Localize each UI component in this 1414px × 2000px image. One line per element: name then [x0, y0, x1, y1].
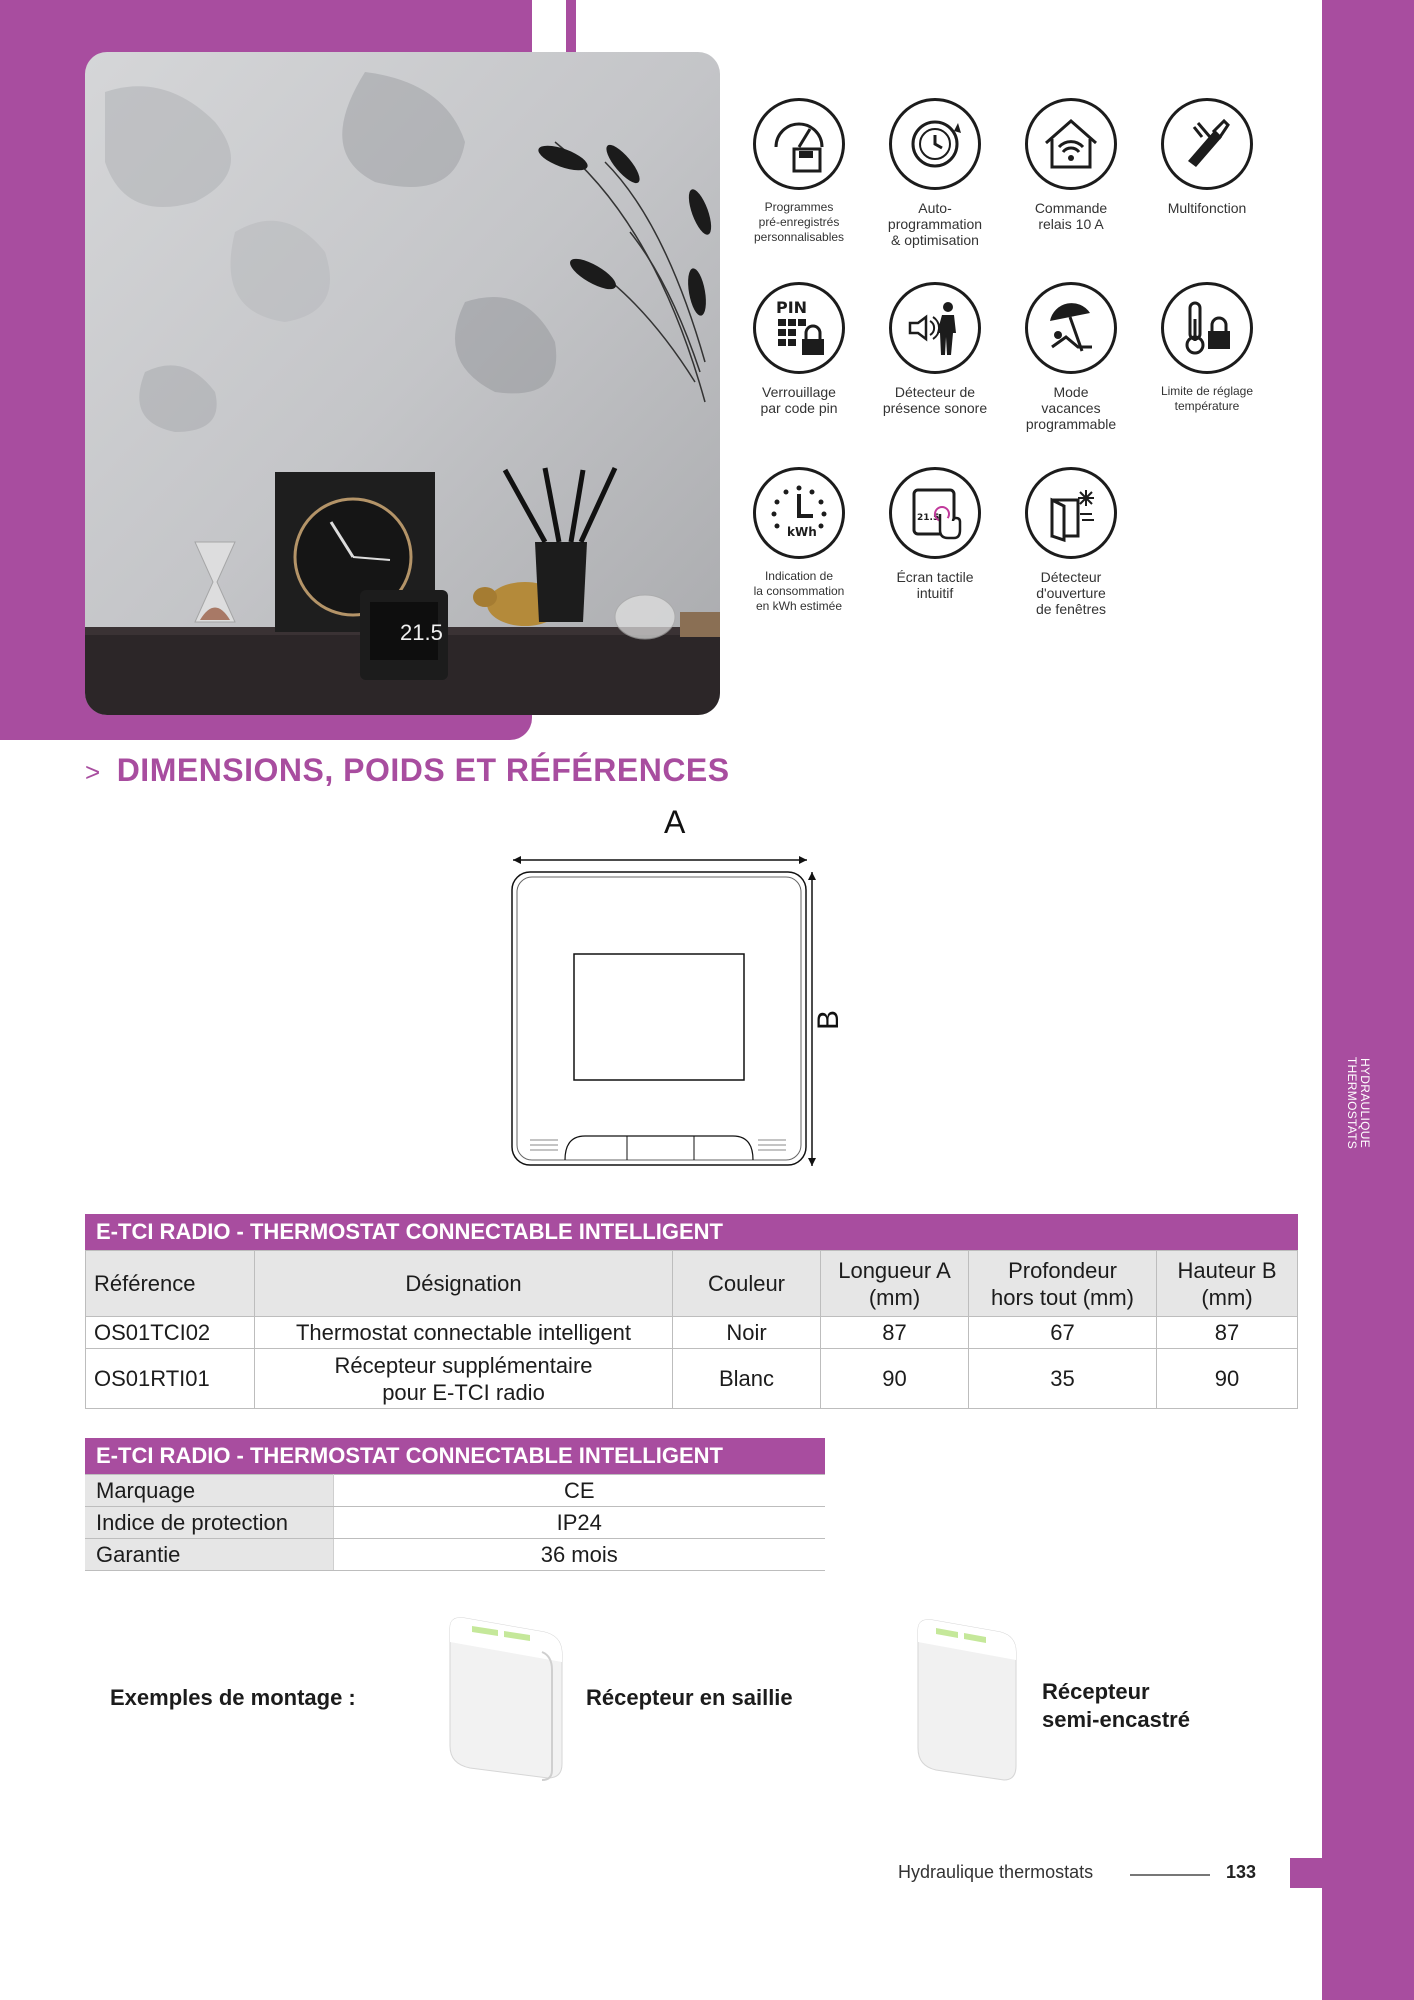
feature-holiday-mode — [1006, 282, 1136, 432]
spec-label: Marquage — [85, 1475, 333, 1507]
column-header: Hauteur B (mm) — [1157, 1251, 1298, 1317]
feature-preset-programs — [734, 98, 864, 245]
table-row — [85, 1507, 825, 1539]
spec-value: CE — [333, 1475, 825, 1507]
spec-label: Indice de protection — [85, 1507, 333, 1539]
feature-sound-presence — [870, 282, 1000, 416]
feature-caption: Indication de la consommation en kWh estimée — [753, 569, 845, 613]
column-header: Couleur — [673, 1251, 821, 1317]
feature-caption: Auto- programmation & optimisation — [887, 200, 983, 248]
feature-caption: Programmes pré-enregistrés personnalisables — [753, 200, 845, 244]
footer-section-name: Hydraulique thermostats — [898, 1862, 1094, 1882]
feature-caption: Verrouillage par code pin — [760, 384, 838, 416]
feature-caption: Détecteur d'ouverture de fenêtres — [1035, 569, 1107, 617]
feature-caption: Multifonction — [1167, 200, 1247, 216]
feature-caption: Limite de réglage température — [1160, 384, 1254, 413]
kwh-clock-icon — [753, 467, 845, 559]
house-wifi-icon — [1025, 98, 1117, 190]
feature-multifunction — [1142, 98, 1272, 216]
photo-display-temperature: 21.5 — [400, 620, 443, 645]
chevron-right-icon: > — [85, 757, 101, 787]
pin-icon-text: PIN — [776, 298, 808, 317]
main-table-title: E-TCI RADIO - THERMOSTAT CONNECTABLE INTELLIGENT — [85, 1214, 1298, 1250]
table-cell: OS01TCI02 — [86, 1317, 255, 1349]
pin-lock-icon — [753, 282, 845, 374]
column-header: Référence — [86, 1251, 255, 1317]
clock-refresh-icon — [889, 98, 981, 190]
product-photo — [85, 52, 720, 715]
thermometer-lock-icon — [1161, 282, 1253, 374]
multitool-icon — [1161, 98, 1253, 190]
sound-presence-icon — [889, 282, 981, 374]
top-purple-strip — [566, 0, 576, 52]
semi-flush-receiver-label: Récepteur semi-encastré — [1042, 1679, 1190, 1732]
feature-auto-programming — [870, 98, 1000, 248]
column-header: Longueur A (mm) — [821, 1251, 969, 1317]
table-cell: Noir — [673, 1317, 821, 1349]
table-header-row — [86, 1251, 1298, 1317]
mounting-examples-label: Exemples de montage : — [110, 1685, 356, 1710]
spec-label: Garantie — [85, 1539, 333, 1571]
table-cell: OS01RTI01 — [86, 1349, 255, 1409]
section-title — [85, 752, 730, 789]
surface-receiver-label: Récepteur en saillie — [586, 1685, 793, 1710]
table-row — [85, 1539, 825, 1571]
beach-umbrella-icon — [1025, 282, 1117, 374]
column-header: Profondeur hors tout (mm) — [969, 1251, 1157, 1317]
table-cell: Récepteur supplémentaire pour E-TCI radio — [255, 1349, 673, 1409]
table-row — [86, 1317, 1298, 1349]
thermostat-screen-outline — [574, 954, 744, 1080]
feature-window-opening — [1006, 467, 1136, 617]
gauge-floppy-icon — [753, 98, 845, 190]
dimension-label-a: A — [664, 804, 686, 840]
table-cell: 35 — [969, 1349, 1157, 1409]
feature-pin-lock — [734, 282, 864, 416]
feature-relay-command — [1006, 98, 1136, 232]
kwh-icon-text: kWh — [787, 525, 817, 539]
table-cell: 87 — [821, 1317, 969, 1349]
feature-caption: Commande relais 10 A — [1034, 200, 1108, 232]
spec-value: 36 mois — [333, 1539, 825, 1571]
dimension-drawing — [500, 800, 880, 1180]
table-cell: 90 — [821, 1349, 969, 1409]
right-purple-band — [1322, 0, 1414, 2000]
semi-flush-receiver-image — [910, 1616, 1026, 1786]
table-cell: 90 — [1157, 1349, 1298, 1409]
side-section-label: HYDRAULIQUE THERMOSTATS — [1345, 1056, 1372, 1150]
dimension-label-b: B — [812, 1009, 845, 1030]
references-table — [85, 1250, 1298, 1409]
table-row — [85, 1475, 825, 1507]
feature-caption: Écran tactile intuitif — [896, 569, 974, 601]
touchscreen-hand-icon — [889, 467, 981, 559]
feature-touch-screen — [870, 467, 1000, 601]
table-cell: Thermostat connectable intelligent — [255, 1317, 673, 1349]
table-cell: 87 — [1157, 1317, 1298, 1349]
table-row — [86, 1349, 1298, 1409]
feature-caption: Détecteur de présence sonore — [882, 384, 988, 416]
feature-caption: Mode vacances programmable — [1025, 384, 1117, 432]
feature-temperature-limit — [1142, 282, 1272, 414]
spec-table-title: E-TCI RADIO - THERMOSTAT CONNECTABLE INTELLIGENT — [85, 1438, 825, 1474]
feature-kwh-consumption — [734, 467, 864, 614]
surface-receiver-image — [442, 1612, 572, 1782]
window-snow-icon — [1025, 467, 1117, 559]
column-header: Désignation — [255, 1251, 673, 1317]
table-cell: 67 — [969, 1317, 1157, 1349]
touch-icon-text: 21.5 — [917, 513, 940, 523]
section-title-text: DIMENSIONS, POIDS ET RÉFÉRENCES — [116, 752, 730, 788]
spec-value: IP24 — [333, 1507, 825, 1539]
page-number: 133 — [1226, 1862, 1257, 1882]
table-cell: Blanc — [673, 1349, 821, 1409]
page-number-tab — [1290, 1858, 1324, 1888]
specifications-table — [85, 1474, 825, 1571]
footer-divider — [1130, 1874, 1210, 1876]
